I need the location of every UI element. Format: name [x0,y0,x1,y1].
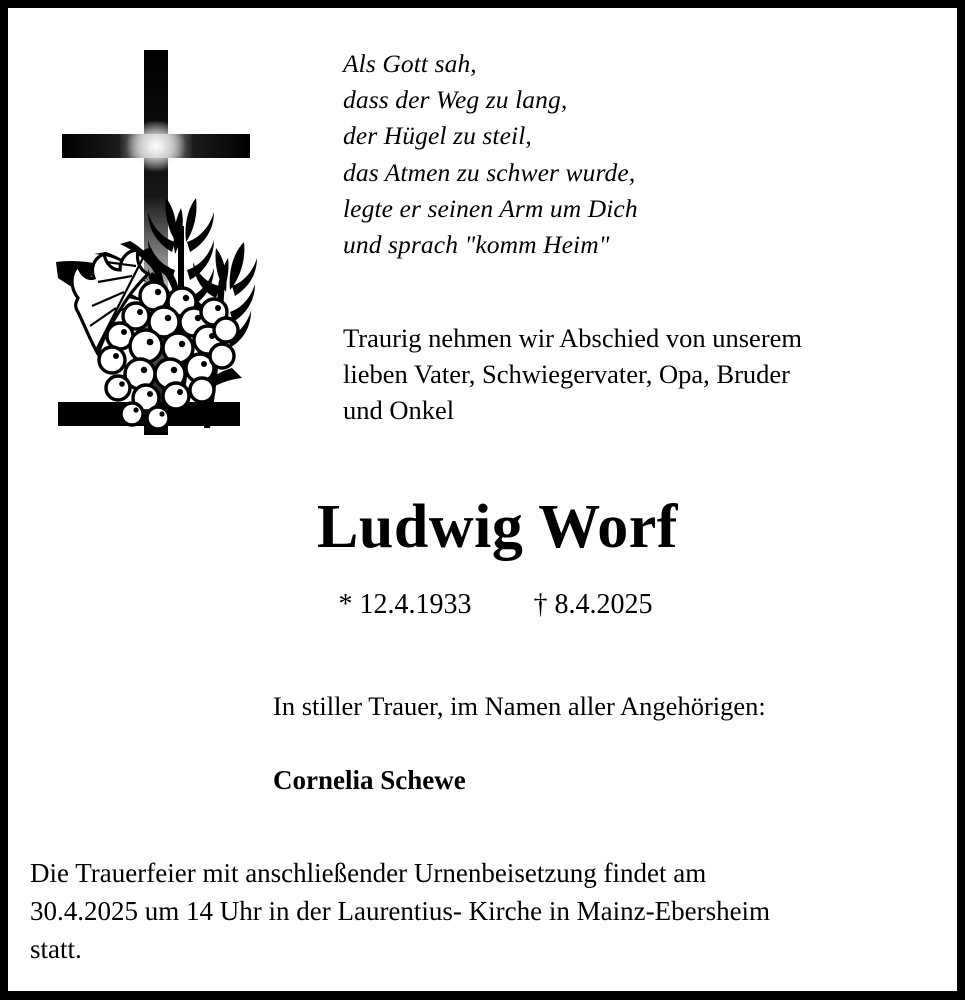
life-dates [8,588,957,622]
poem-line: dass der Weg zu lang, [343,85,568,115]
death-date: 8.4.2025 [554,589,653,620]
intro-line: Traurig nehmen wir Abschied von unserem [343,323,803,353]
death-cross-icon: † [533,589,548,620]
birth-date-group [339,589,472,620]
poem-line: der Hügel zu steil, [343,121,532,151]
service-line: Die Trauerfeier mit anschließender Urnenbeisetzung findet am [30,858,707,888]
poem-line: und sprach "komm Heim" [343,230,610,260]
intro-paragraph [343,320,923,428]
survivor-name: Cornelia Schewe [273,765,466,795]
birth-star-icon: * [338,589,353,620]
birth-date: 12.4.1933 [359,589,472,620]
service-details [30,854,925,968]
poem-line: das Atmen zu schwer wurde, [343,157,636,187]
poem-line: Als Gott sah, [343,49,477,78]
mourning-statement: In stiller Trauer, im Namen aller Angehörigen: [273,691,766,721]
service-line: statt. [30,934,82,964]
service-line: 30.4.2025 um 14 Uhr in der Laurentius- Kirche in Mainz-Ebersheim [30,896,771,926]
intro-line: lieben Vater, Schwiegervater, Opa, Bruder [343,359,790,389]
poem-block [343,46,943,263]
cross-center-highlight [126,120,186,172]
death-date-group [534,589,653,620]
cross-with-wheat-and-grapes-icon [36,30,276,445]
intro-line: und Onkel [343,395,455,425]
poem-line: legte er seinen Arm um Dich [343,193,638,223]
deceased-name: Ludwig Worf [317,493,678,561]
notice-canvas [8,8,957,991]
